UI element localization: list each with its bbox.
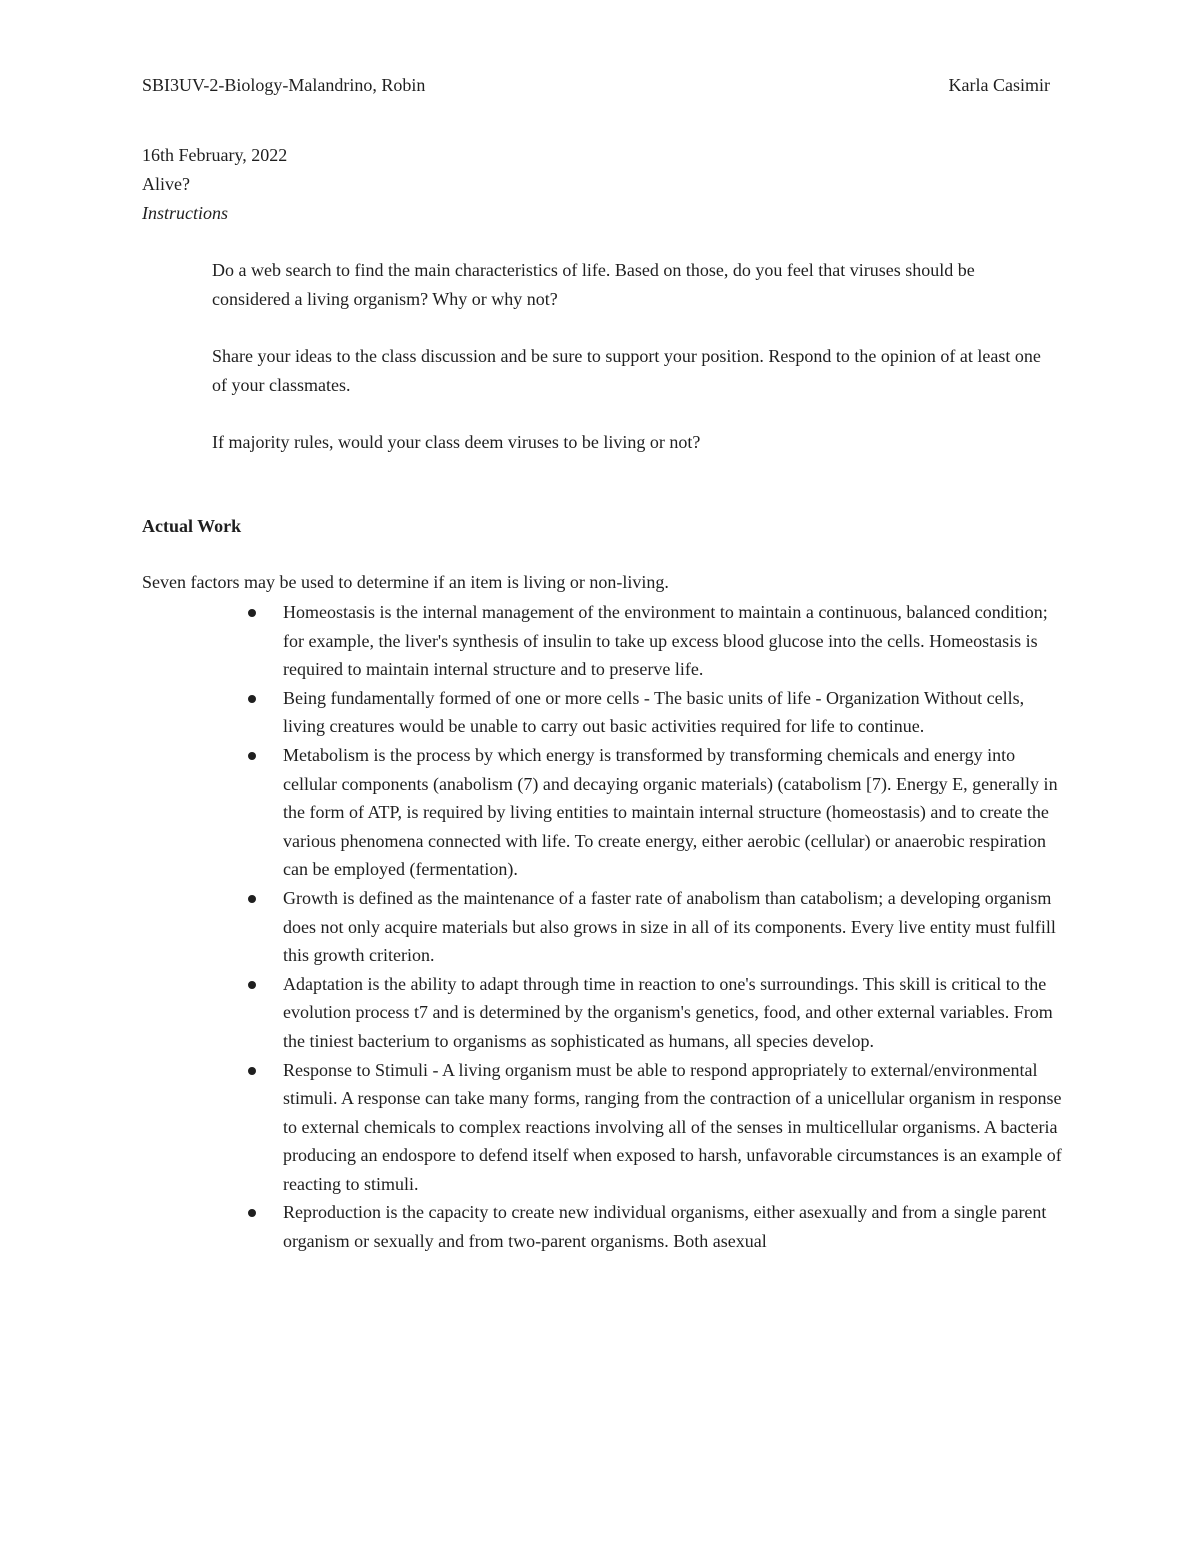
list-item-text: Reproduction is the capacity to create new individual organisms, either asexually and from a single parent organism or sexually and from two-parent organisms. Both asexual <box>283 1202 1047 1252</box>
bullet-icon <box>248 895 256 903</box>
list-item <box>283 1056 1063 1199</box>
bullet-icon <box>248 1067 256 1075</box>
list-item-text: Homeostasis is the internal management of the environment to maintain a continuous, balanced condition; for example, the liver's synthesis of insulin to take up excess blood glucose into the cells. Homeostasis is required to maintain internal structure and to preserve life. <box>283 602 1048 680</box>
factors-list <box>283 598 1063 1256</box>
bullet-icon <box>248 609 256 617</box>
list-item <box>283 684 1063 741</box>
page-header <box>142 72 1050 98</box>
document-title: Alive? <box>142 174 190 194</box>
list-item <box>283 598 1063 684</box>
instruction-paragraph: Share your ideas to the class discussion and be sure to support your position. Respond to the opinion of at least one of your classmates. <box>212 346 1041 395</box>
list-item-text: Being fundamentally formed of one or more cells - The basic units of life - Organization Without cells, living creatures would be unable to carry out basic activities required for life to continue. <box>283 687 1025 737</box>
instruction-paragraph: Do a web search to find the main characteristics of life. Based on those, do you feel that viruses should be considered a living organism? Why or why not? <box>212 260 975 309</box>
course-name: SBI3UV-2-Biology-Malandrino, Robin <box>142 75 426 95</box>
bullet-icon <box>248 695 256 703</box>
bullet-icon <box>248 1209 256 1217</box>
list-item <box>283 884 1063 970</box>
section-heading: Actual Work <box>142 516 242 536</box>
intro-paragraph: Seven factors may be used to determine if an item is living or non-living. <box>142 572 669 592</box>
document-date: 16th February, 2022 <box>142 145 288 165</box>
instruction-paragraph: If majority rules, would your class deem viruses to be living or not? <box>212 432 701 452</box>
list-item-text: Response to Stimuli - A living organism must be able to respond appropriately to external/environmental stimuli. A response can take many forms, ranging from the contraction of a unicellular organism in response to external chemicals to complex reactions involving all of the senses in multicellular organisms. A bacteria producing an endospore to defend itself when exposed to harsh, unfavorable circumstances is an example of reacting to stimuli. <box>283 1059 1062 1194</box>
list-item-text: Adaptation is the ability to adapt through time in reaction to one's surroundings. This skill is critical to the evolution process t7 and is determined by the organism's genetics, food, and other external variables. From the tiniest bacterium to organisms as sophisticated as humans, all species develop. <box>283 973 1053 1051</box>
instructions-label: Instructions <box>142 203 229 223</box>
instructions-block <box>212 256 1042 486</box>
author-name: Karla Casimir <box>948 75 1050 95</box>
bullet-icon <box>248 752 256 760</box>
document-meta <box>142 141 1042 228</box>
list-item-text: Growth is defined as the maintenance of a faster rate of anabolism than catabolism; a developing organism does not only acquire materials but also grows in size in all of its components. Every live entity must fulfill this growth criterion. <box>283 887 1056 966</box>
list-item-text: Metabolism is the process by which energy is transformed by transforming chemicals and energy into cellular components (anabolism (7) and decaying organic materials) (catabolism [7). Energy E, generally in the form of ATP, is required by living entities to maintain internal structure (homeostasis) and to create the various phenomena connected with life. To create energy, either aerobic (cellular) or anaerobic respiration can be employed (fermentation). <box>283 744 1058 880</box>
list-item <box>283 970 1063 1056</box>
list-item <box>283 1198 1063 1255</box>
list-item <box>283 741 1063 884</box>
bullet-icon <box>248 981 256 989</box>
